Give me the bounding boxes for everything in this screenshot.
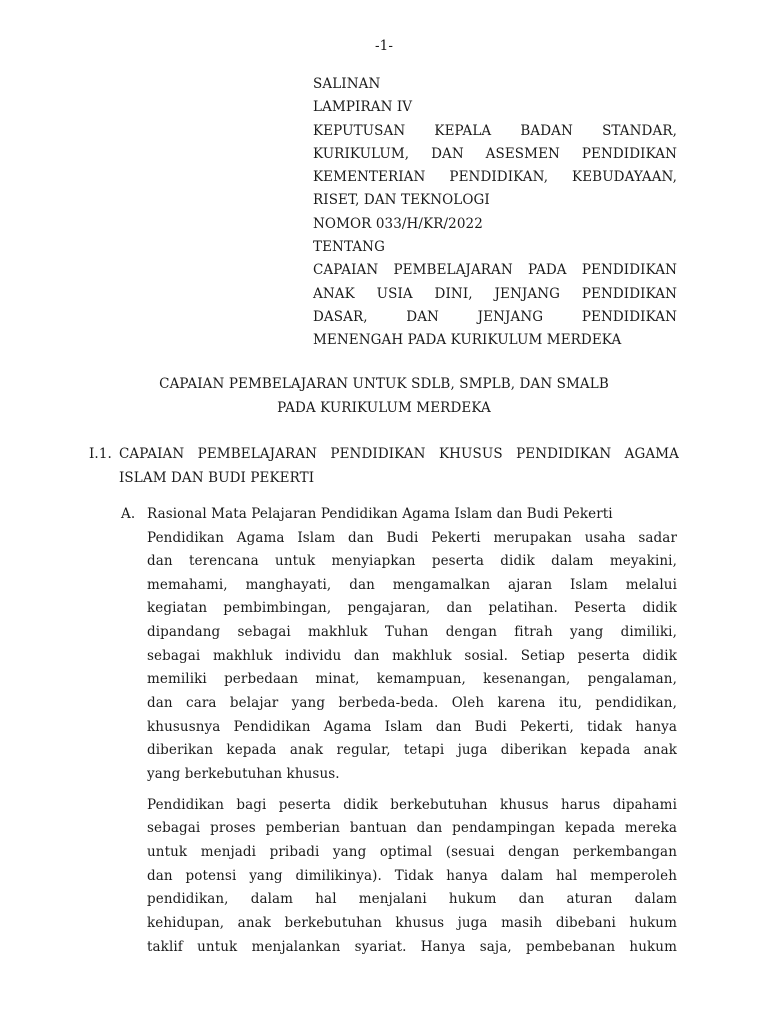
paragraph-line: dan terencana untuk menyiapkan peserta didik dalam meyakini,: [147, 553, 677, 570]
paragraph-line: pendidikan, dalam hal menjalani hukum dan aturan dalam: [147, 891, 677, 908]
section-heading: [89, 443, 679, 490]
header-line: NOMOR 033/H/KR/2022: [313, 215, 483, 232]
paragraph-line: taklif untuk menjalankan syariat. Hanya saja, pembebanan hukum: [147, 938, 677, 955]
paragraph-line: dan cara belajar yang berbeda-beda. Oleh karena itu, pendidikan,: [147, 695, 677, 712]
subsection-title: Rasional Mata Pelajaran Pendidikan Agama Islam dan Budi Pekerti: [147, 506, 613, 522]
page-number: -1-: [374, 38, 393, 54]
header-line: DASAR, DAN JENJANG PENDIDIKAN: [313, 308, 677, 325]
section-title: CAPAIAN PEMBELAJARAN PENDIDIKAN KHUSUS PENDIDIKAN AGAMA ISLAM DAN BUDI PEKERTI: [119, 446, 679, 486]
subsection-rasional: [121, 503, 677, 959]
document-title-line-1: CAPAIAN PEMBELAJARAN UNTUK SDLB, SMPLB, DAN SMALB: [159, 376, 609, 392]
subsection-letter: A.: [121, 506, 136, 522]
header-line: SALINAN: [313, 76, 381, 92]
paragraph-line: memahami, manghayati, dan mengamalkan ajaran Islam melalui: [147, 576, 677, 593]
paragraph-line: kegiatan pembimbingan, pengajaran, dan pelatihan. Peserta didik: [147, 600, 677, 617]
attachment-header: [313, 73, 677, 353]
header-line: CAPAIAN PEMBELAJARAN PADA PENDIDIKAN: [313, 262, 677, 279]
header-line: KEPUTUSAN KEPALA BADAN STANDAR,: [313, 122, 677, 139]
header-line: KURIKULUM, DAN ASESMEN PENDIDIKAN: [313, 145, 677, 162]
document-title-line-2: PADA KURIKULUM MERDEKA: [277, 399, 491, 416]
paragraph-line: dipandang sebagai makhluk Tuhan dengan fitrah yang dimiliki,: [147, 624, 677, 641]
document-title: [0, 373, 768, 420]
paragraph-line: memiliki perbedaan minat, kemampuan, kesenangan, pengalaman,: [147, 671, 677, 688]
header-line: TENTANG: [313, 239, 385, 256]
header-line: MENENGAH PADA KURIKULUM MERDEKA: [313, 332, 622, 349]
paragraph-line: diberikan kepada anak regular, tetapi juga diberikan kepada anak: [147, 742, 677, 759]
header-line: RISET, DAN TEKNOLOGI: [313, 192, 490, 209]
paragraph-line: sebagai proses pemberian bantuan dan pendampingan kepada mereka: [147, 820, 677, 837]
paragraph-line: sebagai makhluk individu dan makhluk sosial. Setiap peserta didik: [147, 647, 677, 664]
header-line: KEMENTERIAN PENDIDIKAN, KEBUDAYAAN,: [313, 169, 677, 186]
paragraph-line: dan potensi yang dimilikinya). Tidak hanya dalam hal memperoleh: [147, 867, 677, 884]
paragraph-line: Pendidikan bagi peserta didik berkebutuhan khusus harus dipahami: [147, 796, 677, 813]
paragraph-line: yang berkebutuhan khusus.: [147, 766, 340, 783]
paragraph-line: khususnya Pendidikan Agama Islam dan Budi Pekerti, tidak hanya: [147, 718, 677, 735]
paragraph-1: [147, 527, 677, 787]
header-line: LAMPIRAN IV: [313, 99, 413, 116]
paragraph-line: untuk menjadi pribadi yang optimal (sesuai dengan perkembangan: [147, 844, 677, 861]
paragraph-line: Pendidikan Agama Islam dan Budi Pekerti merupakan usaha sadar: [147, 529, 677, 546]
header-line: ANAK USIA DINI, JENJANG PENDIDIKAN: [313, 285, 677, 302]
paragraph-2: [147, 794, 677, 960]
paragraph-line: kehidupan, anak berkebutuhan khusus juga masih dibebani hukum: [147, 915, 677, 931]
section-number: I.1.: [89, 446, 112, 462]
